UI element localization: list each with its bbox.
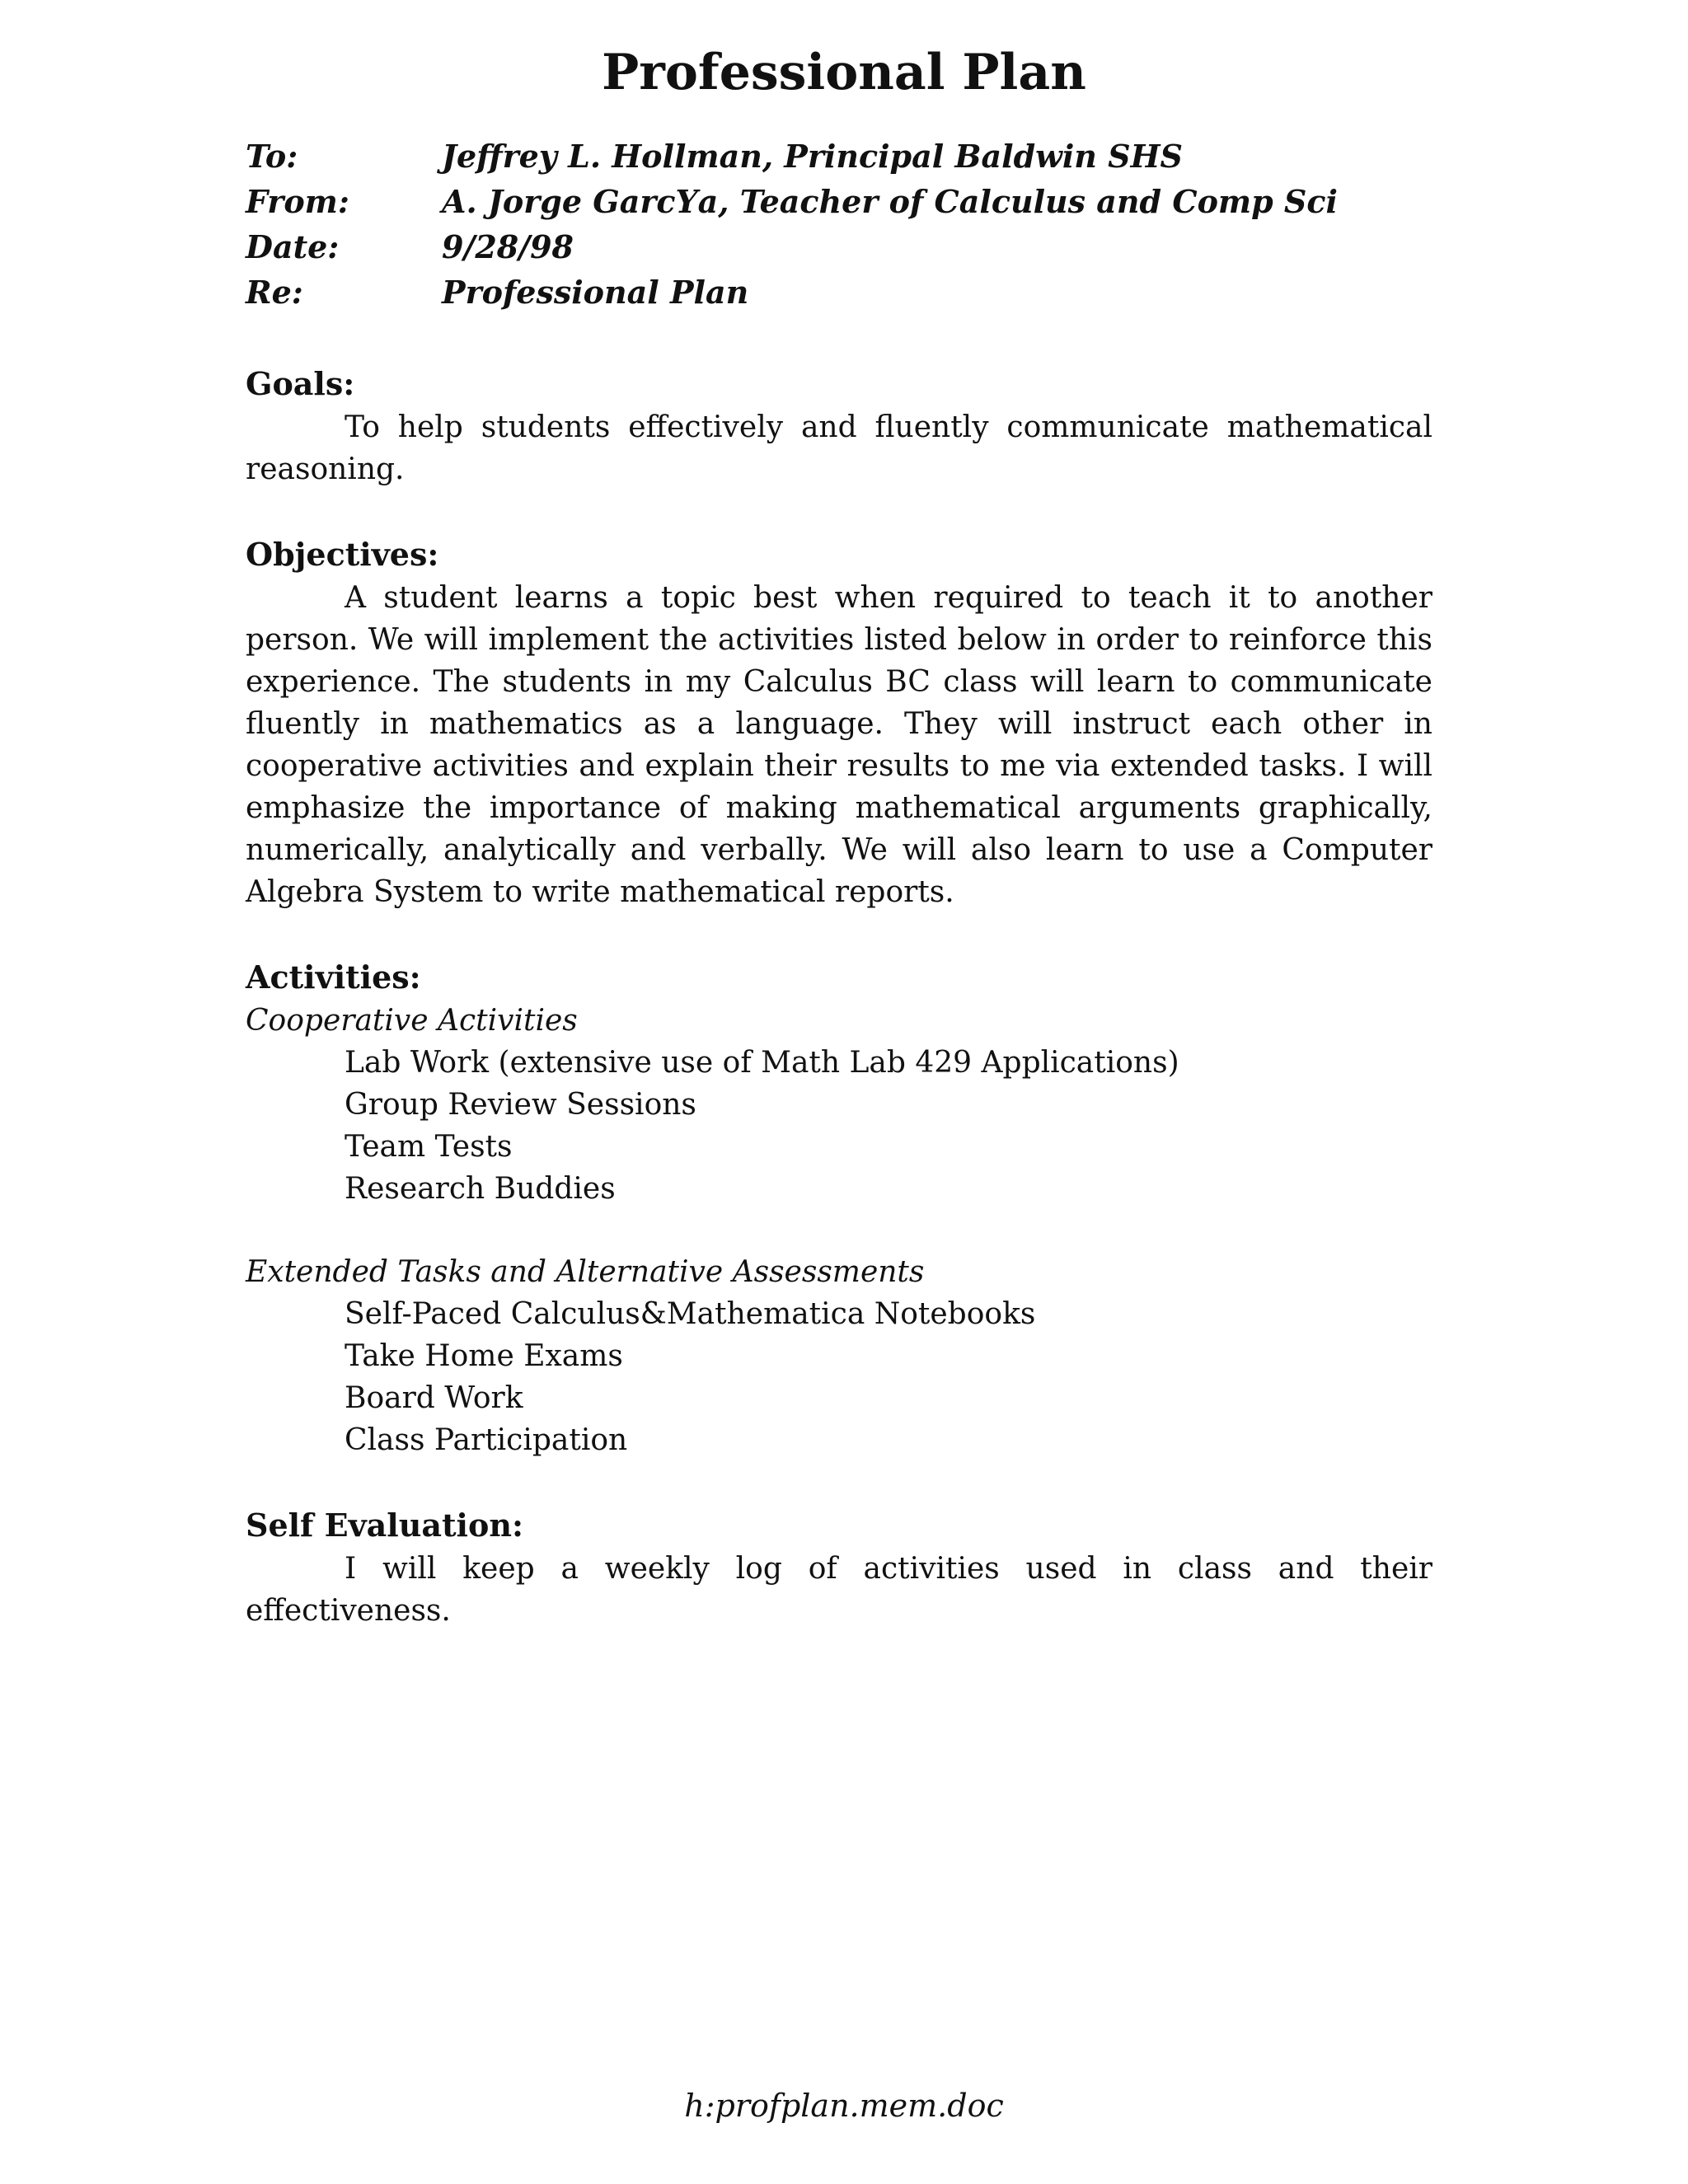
list-item: Lab Work (extensive use of Math Lab 429 Applications) [345, 1046, 1179, 1080]
memo-from-value: A. Jorge GarcΥa, Teacher of Calculus and Comp Sci [442, 183, 1338, 220]
goals-section [246, 361, 1432, 490]
list-item: Class Participation [345, 1423, 628, 1457]
memo-row-re [246, 269, 1449, 315]
self-evaluation-section [246, 1502, 1432, 1632]
extended-tasks-heading: Extended Tasks and Alternative Assessments [246, 1255, 925, 1289]
memo-date-label: Date: [246, 228, 340, 265]
objectives-section [246, 532, 1432, 913]
objectives-heading: Objectives: [246, 536, 439, 573]
memo-re-value: Professional Plan [442, 274, 749, 311]
memo-row-to [246, 134, 1449, 179]
list-item: Team Tests [345, 1130, 513, 1164]
extended-tasks-list [246, 1293, 1432, 1461]
section-spacer [246, 1210, 1432, 1251]
list-item: Board Work [345, 1381, 523, 1415]
activities-heading: Activities: [246, 958, 421, 996]
goals-heading: Goals: [246, 365, 355, 402]
section-spacer [246, 1461, 1432, 1502]
section-spacer [246, 490, 1432, 532]
document-title: Professional Plan [602, 44, 1086, 101]
memo-header [246, 134, 1449, 315]
list-item: Self-Paced Calculus&Mathematica Notebooks [345, 1297, 1036, 1331]
document-footer-filename: h:profplan.mem.doc [684, 2088, 1004, 2124]
list-item: Take Home Exams [345, 1339, 623, 1373]
cooperative-activities-heading: Cooperative Activities [246, 1004, 578, 1038]
goals-text: To help students effectively and fluently communicate mathematical reasoning. [246, 410, 1432, 486]
activities-section [246, 954, 1432, 1461]
memo-row-from [246, 179, 1449, 224]
memo-to-label: To: [246, 138, 298, 175]
section-spacer [246, 913, 1432, 954]
self-evaluation-heading: Self Evaluation: [246, 1507, 523, 1544]
list-item: Group Review Sessions [345, 1088, 696, 1122]
memo-from-label: From: [246, 183, 349, 220]
self-evaluation-text: I will keep a weekly log of activities used in class and their effectiveness. [246, 1552, 1432, 1628]
memo-row-date [246, 224, 1449, 269]
cooperative-activities-list [246, 1042, 1432, 1210]
memo-date-value: 9/28/98 [442, 228, 574, 265]
list-item: Research Buddies [345, 1172, 616, 1206]
document-body [246, 361, 1432, 1632]
memo-to-value: Jeffrey L. Hollman, Principal Baldwin SHS [442, 138, 1183, 175]
memo-re-label: Re: [246, 274, 303, 311]
objectives-text: A student learns a topic best when required to teach it to another person. We will implement the activities listed below in order to reinforce this experience. The students in my Calculus BC class will learn to communicate fluently in mathematics as a language. They will instruct each other in cooperative activities and explain their results to me via extended tasks. I will emphasize the importance of making mathematical arguments graphically, numerically, analytically and verbally. We will also learn to use a Computer Algebra System to write mathematical reports. [246, 581, 1432, 909]
